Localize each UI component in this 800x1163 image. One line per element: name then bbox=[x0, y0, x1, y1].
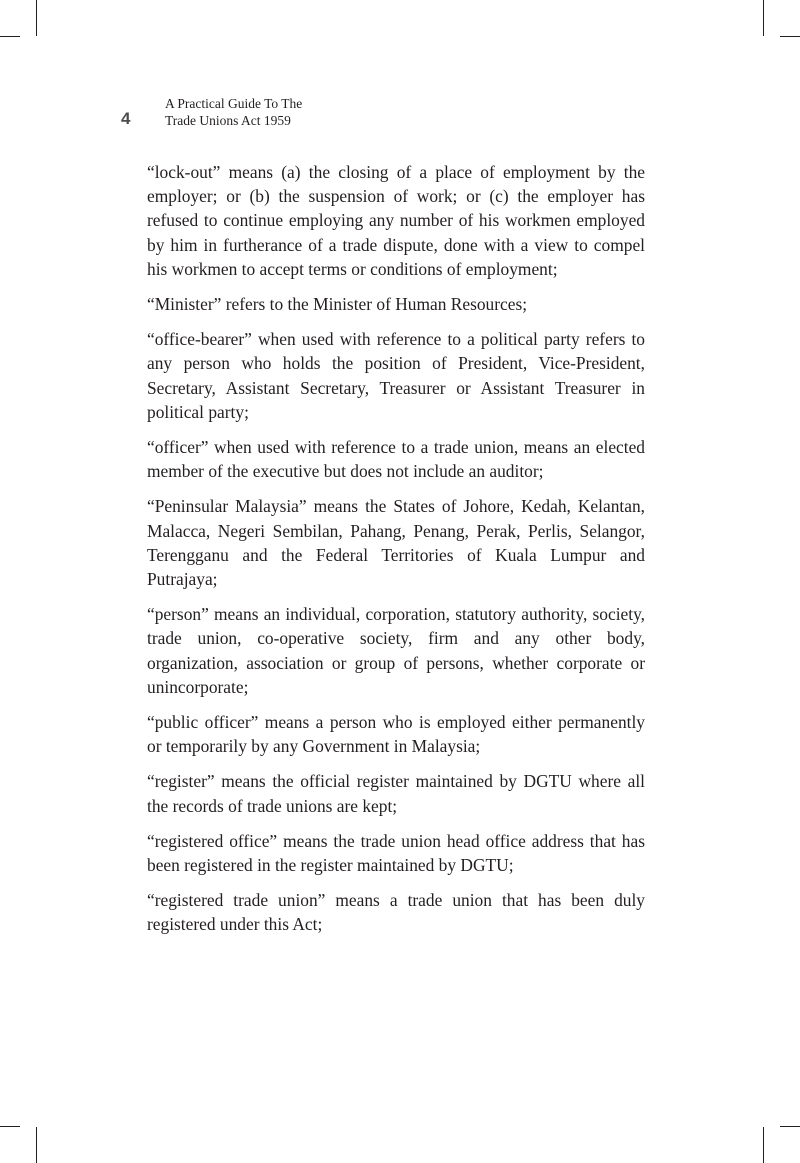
running-header bbox=[121, 93, 521, 133]
running-title-line-1: A Practical Guide To The bbox=[165, 96, 303, 111]
definition-minister: “Minister” refers to the Minister of Human Resources; bbox=[147, 294, 528, 315]
crop-mark-bottom-left-horizontal bbox=[0, 1126, 20, 1127]
page-number: 4 bbox=[121, 109, 131, 128]
definition-lock-out-part-2: refused to continue employing any number of his workmen employed bbox=[147, 210, 645, 231]
definition-lock-out-part-3: by him in furtherance of a trade dispute, done with a view to compel his workmen to accept terms or conditions of employment; bbox=[147, 234, 645, 279]
crop-mark-top-right-horizontal bbox=[780, 36, 800, 37]
crop-mark-bottom-right-vertical bbox=[763, 1127, 764, 1163]
crop-mark-bottom-right-horizontal bbox=[780, 1126, 800, 1127]
crop-mark-top-left-horizontal bbox=[0, 36, 20, 37]
definition-lock-out-part-1: “lock-out” means (a) the closing of a place of employment by the employer; or (b) the suspension of work; or (c) the employer has bbox=[147, 162, 645, 207]
definition-registered-office: “registered office” means the trade union head office address that has been registered in the register maintained by DGTU; bbox=[147, 830, 645, 876]
definition-peninsular-malaysia: “Peninsular Malaysia” means the States of Johore, Kedah, Kelantan, Malacca, Negeri Sembilan, Pahang, Penang, Perak, Perlis, Selangor, Terengganu and the Federal Territories of Kuala Lumpur and Putrajaya; bbox=[147, 496, 645, 590]
crop-mark-top-left-vertical bbox=[36, 0, 37, 36]
definition-office-bearer: “office-bearer” when used with reference to a political party refers to any person who holds the position of President, Vice-President, Secretary, Assistant Secretary, Treasurer or Assistant Treasurer in political party; bbox=[147, 329, 645, 422]
definitions-list bbox=[147, 160, 645, 948]
definition-officer: “officer” when used with reference to a trade union, means an elected member of the executive but does not include an auditor; bbox=[147, 437, 645, 482]
running-title-line-2: Trade Unions Act 1959 bbox=[165, 113, 291, 128]
definition-public-officer: “public officer” means a person who is employed either permanently or temporarily by any Government in Malaysia; bbox=[147, 712, 645, 757]
running-title bbox=[165, 95, 302, 129]
definition-lock-out bbox=[147, 160, 645, 281]
definition-registered-trade-union: “registered trade union” means a trade union that has been duly registered under this Act; bbox=[147, 890, 645, 935]
crop-mark-top-right-vertical bbox=[763, 0, 764, 36]
definition-person: “person” means an individual, corporation, statutory authority, society, trade union, co-operative society, firm and any other body, organization, association or group of persons, whether corporate or unincorporate; bbox=[147, 604, 645, 697]
crop-mark-bottom-left-vertical bbox=[36, 1127, 37, 1163]
definition-register: “register” means the official register maintained by DGTU where all the records of trade unions are kept; bbox=[147, 771, 645, 816]
